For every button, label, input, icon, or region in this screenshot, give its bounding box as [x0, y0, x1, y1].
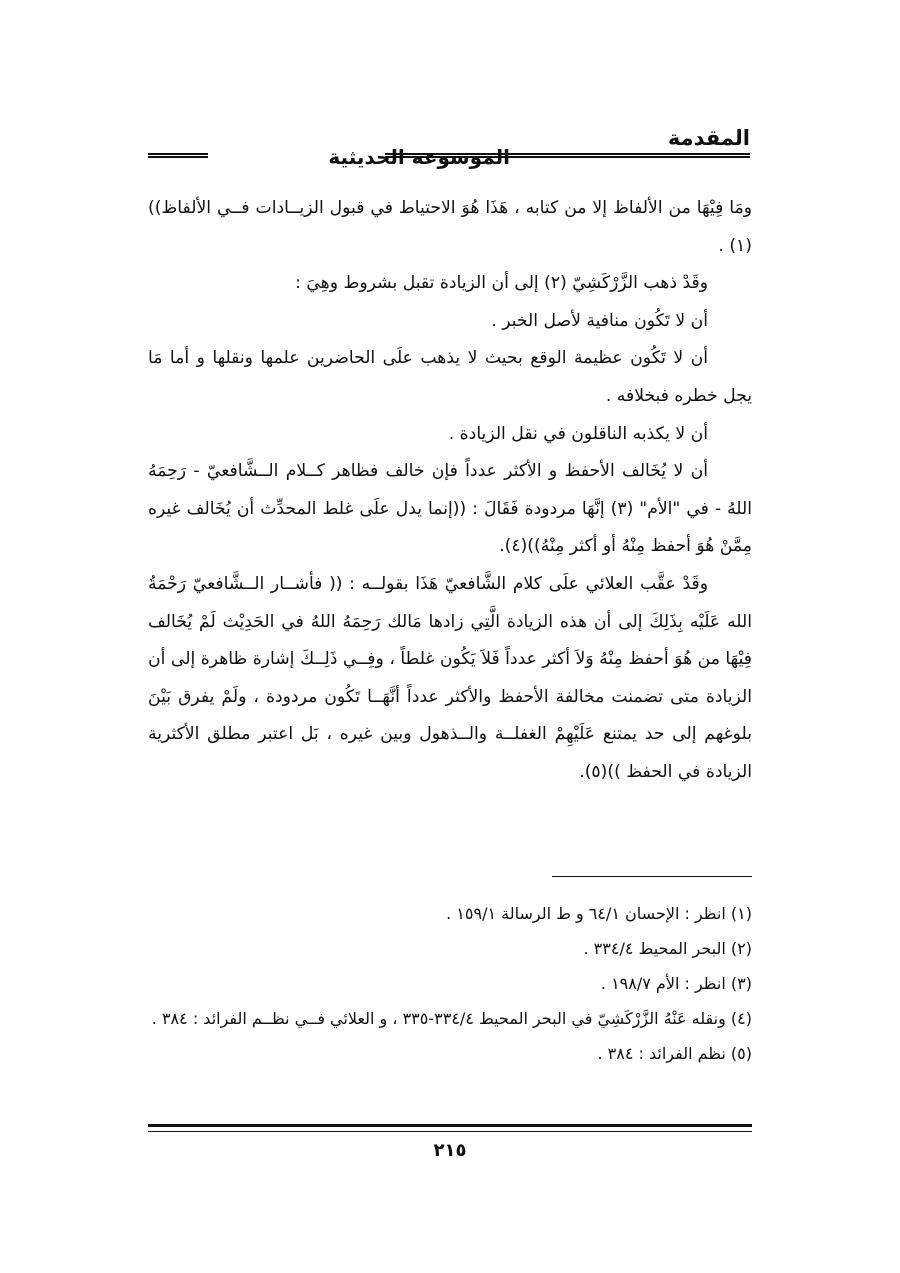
- footnote: (٥) نظم الفرائد : ٣٨٤ .: [597, 1044, 752, 1063]
- header-rule-left: [148, 153, 208, 158]
- footnotes: [148, 896, 752, 1071]
- footnote: (٤) ونقله عَنْهُ الزَّرْكَشِيّ في البحر المحيط ٣٣٤/٤-٣٣٥ ، و العلائي فــي نظــم الفرائد : ٣٨٤ .: [151, 1009, 752, 1028]
- footer-rule: [148, 1124, 752, 1127]
- paragraph: وقَدْ ذهب الزَّرْكَشِيّ (٢) إلى أن الزيادة تقبل بشروط وهِيَ :: [295, 273, 708, 294]
- book-title: الموسوعة الحديثية: [328, 145, 510, 169]
- footnote-separator: [552, 876, 752, 877]
- footnote: (٢) البحر المحيط ٣٣٤/٤ .: [583, 939, 752, 958]
- main-text: [148, 190, 752, 792]
- paragraph: أن لا تَكُون منافية لأصل الخبر .: [491, 310, 708, 331]
- footer-rule-thin: [148, 1131, 752, 1132]
- footnote: (٣) انظر : الأم ١٩٨/٧ .: [600, 974, 752, 993]
- page-number: ٢١٥: [433, 1140, 467, 1161]
- paragraph: ومَا فِيْهَا من الألفاظ إلا من كتابه ، هَذَا هُوَ الاحتياط في قبول الزيــادات فــي الألفاظ))(١) .: [148, 198, 752, 256]
- paragraph: أن لا يكذبه الناقلون في نقل الزيادة .: [448, 423, 708, 444]
- footnote: (١) انظر : الإحسان ٦٤/١ و ط الرسالة ١٥٩/١ .: [446, 904, 752, 923]
- paragraph: أن لا يُخَالف الأحفظ و الأكثر عدداً فإن خالف فظاهر كــلام الــشَّافعيّ - رَحِمَهُ اللهُ - في "الأم" (٣) إنَّهَا مردودة فَقَالَ : ((إنما يدل علَى غلط المحدِّث أن يُخَالف غيره مِمَّنْ هُوَ أحفظ مِنْهُ أو أكثر مِنْهُ))(٤).: [148, 461, 752, 557]
- paragraph: وقَدْ عقَّب العلائي علَى كلام الشَّافعيّ هَذَا بقولــه : (( فأشــار الــشَّافعيّ رَحْمَةُ الله عَلَيْه بِذَلِكَ إلى أن هذه الزيادة الَّتِي زادها مَالك رَحِمَهُ اللهُ في الحَدِيْث لَمْ يُخَالف فِيْهَا من هُوَ أحفظ مِنْهُ وَلاَ أكثر عدداً فَلاَ يَكُون غلطاً ، وفِــي ذَلِــكَ إشارة ظاهرة إلى أن الزيادة متى تضمنت مخالفة الأحفظ والأكثر عدداً أنَّهَــا تَكُون مردودة ، ولَمْ يفرق بَيْنَ بلوغهم إلى حد يمتنع عَلَيْهِمْ الغفلــة والــذهول وبين غيره ، بَل اعتبر مطلق الأكثرية الزيادة في الحفظ ))(٥).: [148, 573, 752, 782]
- section-title: المقدمة: [667, 126, 750, 150]
- paragraph: أن لا تَكُون عظيمة الوقع بحيث لا يذهب علَى الحاضرين علمها ونقلها و أما مَا يجل خطره فبخلافه .: [148, 348, 752, 406]
